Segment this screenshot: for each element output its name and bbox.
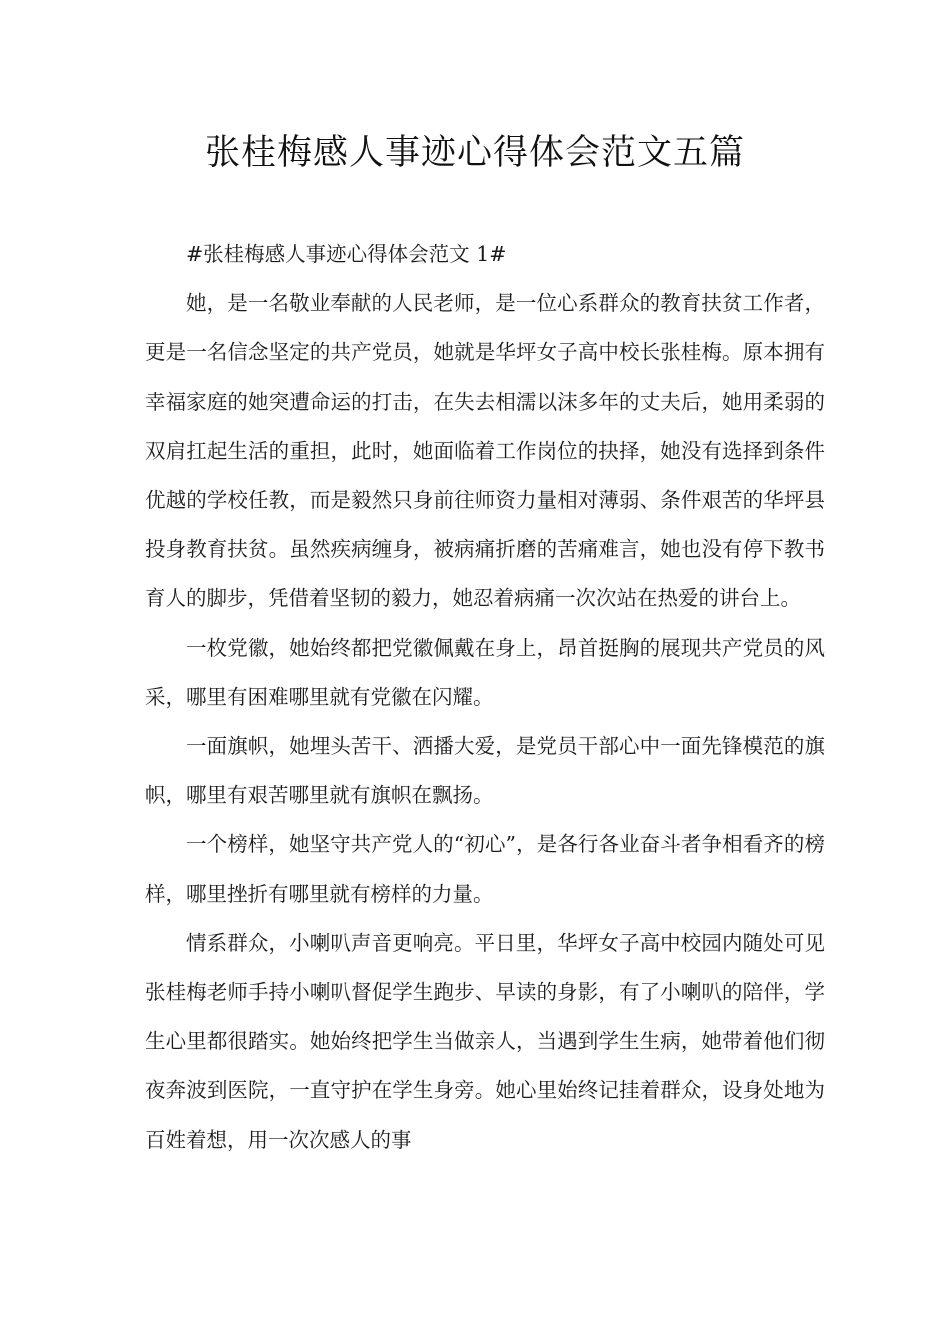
document-title: 张桂梅感人事迹心得体会范文五篇	[204, 133, 745, 173]
body-paragraph: 情系群众，小喇叭声音更响亮。平日里，华坪女子高中校园内随处可见张桂梅老师手持小喇叭督促学生跑步、早读的身影，有了小喇叭的陪伴，学生心里都很踏实。她始终把学生当做亲人，当遇到学生生病，她带着他们彻夜奔波到医院，一直守护在学生身旁。她心里始终记挂着群众，设身处地为百姓着想，用一次次感人的事	[145, 930, 825, 1152]
document-body	[145, 230, 825, 1165]
section-heading: #张桂梅感人事迹心得体会范文 1#	[186, 242, 507, 266]
body-paragraph: 她，是一名敬业奉献的人民老师，是一位心系群众的教育扶贫工作者，更是一名信念坚定的共产党员，她就是华坪女子高中校长张桂梅。原本拥有幸福家庭的她突遭命运的打击，在失去相濡以沫多年的丈夫后，她用柔弱的双肩扛起生活的重担，此时，她面临着工作岗位的抉择，她没有选择到条件优越的学校任教，而是毅然只身前往师资力量相对薄弱、条件艰苦的华坪县投身教育扶贫。虽然疾病缠身，被病痛折磨的苦痛难言，她也没有停下教书育人的脚步，凭借着坚韧的毅力，她忍着病痛一次次站在热爱的讲台上。	[145, 291, 825, 611]
body-paragraph: 一枚党徽，她始终都把党徽佩戴在身上，昂首挺胸的展现共产党员的风采，哪里有困难哪里就有党徽在闪耀。	[145, 635, 825, 709]
body-paragraph: 一个榜样，她坚守共产党人的“初心”，是各行各业奋斗者争相看齐的榜样，哪里挫折有哪里就有榜样的力量。	[145, 832, 825, 906]
body-paragraph: 一面旗帜，她埋头苦干、洒播大爱，是党员干部心中一面先锋模范的旗帜，哪里有艰苦哪里就有旗帜在飘扬。	[145, 734, 825, 808]
